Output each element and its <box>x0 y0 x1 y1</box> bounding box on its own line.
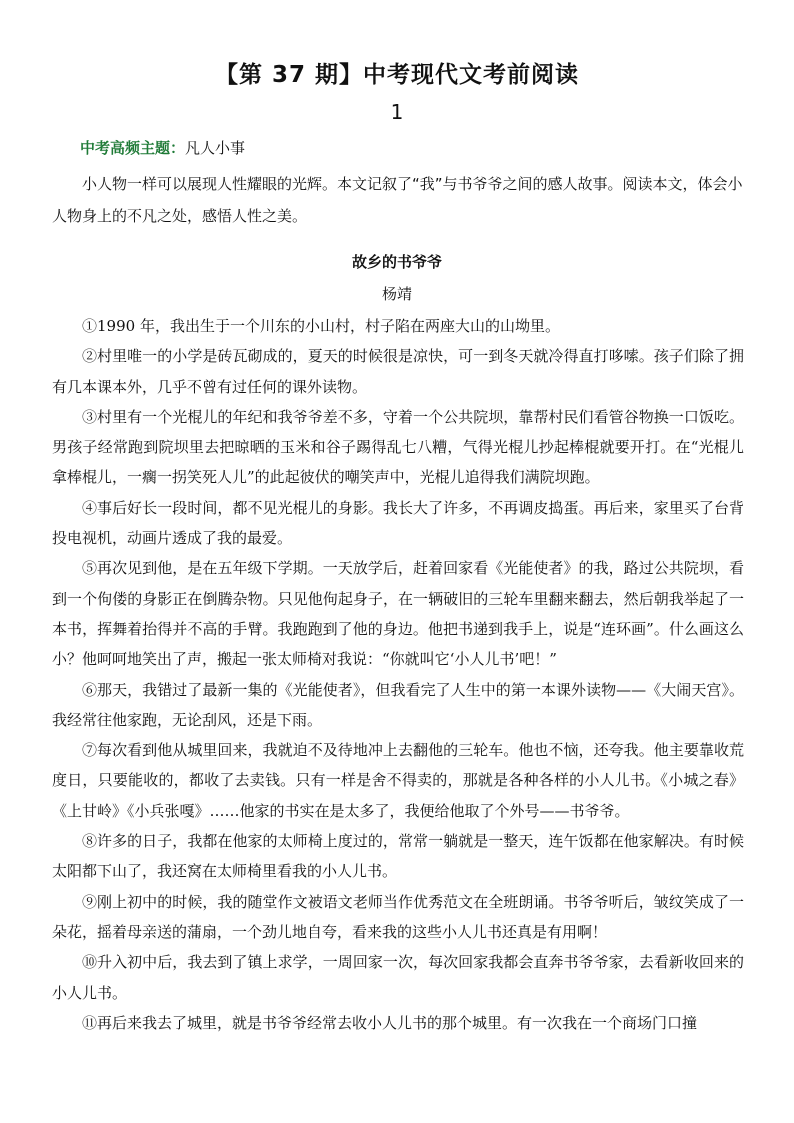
story-body <box>52 311 744 1038</box>
paragraph-6: ⑥那天，我错过了最新一集的《光能使者》，但我看完了人生中的第一本课外读物——《大闹天宫》。我经常往他家跑，无论刮风，还是下雨。 <box>52 680 744 729</box>
paragraph-1: ①1990 年，我出生于一个川东的小山村，村子陷在两座大山的山坳里。 <box>82 317 560 335</box>
story-author: 杨靖 <box>381 285 412 303</box>
paragraph-5: ⑤再次见到他，是在五年级下学期。一天放学后，赶着回家看《光能使者》的我，路过公共院坝，看到一个佝偻的身影正在倒腾杂物。只见他佝起身子，在一辆破旧的三轮车里翻来翻去，然后朝我举起了一本书，挥舞着抬得并不高的手臂。我跑跑到了他的身边。他把书递到我手上，说是“连环画”。什么画这么小？他呵呵地笑出了声，搬起一张太师椅对我说：“你就叫它‘小人儿书’吧！” <box>52 559 744 669</box>
paragraph-3: ③村里有一个光棍儿的年纪和我爷爷差不多，守着一个公共院坝，靠帮村民们看管谷物换一口饭吃。男孩子经常跑到院坝里去把晾晒的玉米和谷子踢得乱七八糟，气得光棍儿抄起棒棍就要开打。在“光棍儿拿棒棍儿，一瘸一拐笑死人儿”的此起彼伏的嘲笑声中，光棍儿追得我们满院坝跑。 <box>52 407 744 487</box>
story-title: 故乡的书爷爷 <box>351 253 442 271</box>
page-title: 【第 37 期】中考现代文考前阅读 <box>214 62 580 88</box>
paragraph-4: ④事后好长一段时间，都不见光棍儿的身影。我长大了许多，不再调皮捣蛋。再后来，家里买了台背投电视机，动画片透成了我的最爱。 <box>52 498 744 548</box>
paragraph-9: ⑨刚上初中的时候，我的随堂作文被语文老师当作优秀范文在全班朗诵。书爷爷听后，皱纹笑成了一朵花，摇着母亲送的蒲扇，一个劲儿地自夸，看来我的这些小人儿书还真是有用啊！ <box>52 892 744 941</box>
intro-paragraph: 小人物一样可以展现人性耀眼的光辉。本文记叙了“我”与书爷爷之间的感人故事。阅读本文，体会小人物身上的不凡之处，感悟人性之美。 <box>52 175 743 225</box>
topic-value: 凡人小事 <box>185 139 246 157</box>
paragraph-7: ⑦每次看到他从城里回来，我就迫不及待地冲上去翻他的三轮车。他也不恼，还夸我。他主要靠收荒度日，只要能收的，都收了去卖钱。只有一样是舍不得卖的，那就是各种各样的小人儿书。《小城之春》《上甘岭》《小兵张嘎》……他家的书实在是太多了，我便给他取了个外号——书爷爷。 <box>52 741 744 820</box>
paragraph-8: ⑧许多的日子，我都在他家的太师椅上度过的，常常一躺就是一整天，连午饭都在他家解决。有时候太阳都下山了，我还窝在太师椅里看我的小人儿书。 <box>52 832 744 881</box>
topic-label: 中考高频主题： <box>80 139 186 157</box>
paragraph-2: ②村里唯一的小学是砖瓦砌成的，夏天的时候很是凉快，可一到冬天就冷得直打哆嗦。孩子们除了拥有几本课本外，几乎不曾有过任何的课外读物。 <box>52 347 744 396</box>
paragraph-10: ⑩升入初中后，我去到了镇上求学，一周回家一次，每次回家我都会直奔书爷爷家，去看新收回来的小人儿书。 <box>52 953 744 1002</box>
topic-line <box>80 137 245 158</box>
issue-number: 1 <box>390 100 404 124</box>
paragraph-11: ⑪再后来我去了城里，就是书爷爷经常去收小人儿书的那个城里。有一次我在一个商场门口撞 <box>82 1013 698 1032</box>
